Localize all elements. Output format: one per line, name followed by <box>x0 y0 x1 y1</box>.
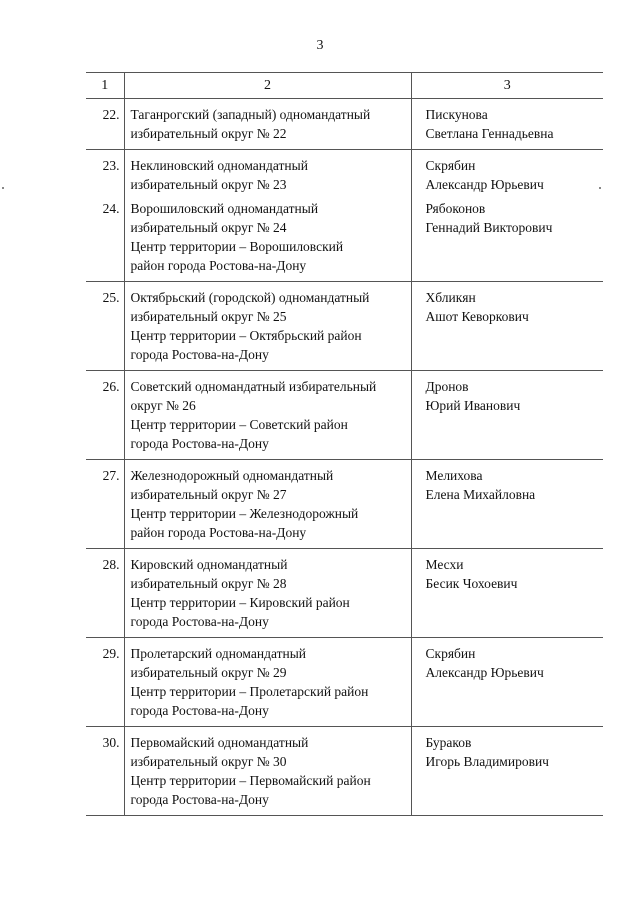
deputy-cell <box>411 460 603 549</box>
district-text-line: Центр территории – Кировский район <box>130 595 350 610</box>
deputy-cell <box>411 99 603 150</box>
deputy-name-line: Хбликян <box>425 290 476 305</box>
district-text-line: избирательный округ № 29 <box>130 665 287 680</box>
district-text-line: избирательный округ № 28 <box>130 576 287 591</box>
deputy-name-line: Игорь Владимирович <box>425 754 549 769</box>
deputy-name-line: Рябоконов <box>425 201 486 216</box>
table-row <box>86 150 603 195</box>
page-number: 3 <box>316 38 324 53</box>
district-text-line: города Ростова-на-Дону <box>130 703 269 718</box>
district-text-line: избирательный округ № 25 <box>130 309 287 324</box>
deputy-name-line: Геннадий Викторович <box>425 220 553 235</box>
district-text-line: избирательный округ № 22 <box>130 126 287 141</box>
district-text-line: города Ростова-на-Дону <box>130 792 269 807</box>
district-text-line: избирательный округ № 23 <box>130 177 287 192</box>
district-text-line: Таганрогский (западный) одномандатный <box>130 107 371 122</box>
column-header-number: 1 <box>86 73 124 99</box>
district-cell <box>124 371 411 460</box>
deputy-name-line: Ашот Кеворкович <box>425 309 529 324</box>
district-text-line: Первомайский одномандатный <box>130 735 309 750</box>
deputy-name-line: Скрябин <box>425 646 476 661</box>
table-row <box>86 460 603 549</box>
district-text-line: район города Ростова-на-Дону <box>130 525 307 540</box>
district-text-line: район города Ростова-на-Дону <box>130 258 307 273</box>
district-text-line: Центр территории – Ворошиловский <box>130 239 344 254</box>
district-cell <box>124 549 411 638</box>
district-cell <box>124 99 411 150</box>
district-text-line: Ворошиловский одномандатный <box>130 201 319 216</box>
deputy-cell <box>411 371 603 460</box>
district-text-line: Центр территории – Пролетарский район <box>130 684 369 699</box>
table-row <box>86 99 603 150</box>
district-text-line: города Ростова-на-Дону <box>130 436 269 451</box>
row-number: 23. <box>102 158 120 173</box>
deputy-name-line: Бураков <box>425 735 472 750</box>
table-row <box>86 727 603 816</box>
deputy-name-line: Александр Юрьевич <box>425 665 544 680</box>
row-number: 22. <box>86 99 124 150</box>
district-text-line: избирательный округ № 24 <box>130 220 287 235</box>
table-row <box>86 638 603 727</box>
district-text-line: Октябрьский (городской) одномандатный <box>130 290 370 305</box>
scan-edge-mark <box>2 187 4 189</box>
districts-table <box>86 72 603 816</box>
deputy-cell <box>411 150 603 195</box>
deputy-cell <box>411 282 603 371</box>
district-text-line: Центр территории – Железнодорожный <box>130 506 359 521</box>
district-text-line: Кировский одномандатный <box>130 557 288 572</box>
row-number: 25. <box>86 282 124 371</box>
deputy-name-line: Александр Юрьевич <box>425 177 544 192</box>
deputy-name-line: Светлана Геннадьевна <box>425 126 554 141</box>
row-number: 27. <box>86 460 124 549</box>
district-text-line: Центр территории – Советский район <box>130 417 348 432</box>
district-cell <box>124 282 411 371</box>
row-number: 24. <box>86 194 124 282</box>
district-text-line: Центр территории – Первомайский район <box>130 773 371 788</box>
district-cell <box>124 460 411 549</box>
district-text-line: города Ростова-на-Дону <box>130 614 269 629</box>
deputy-name-line: Мелихова <box>425 468 483 483</box>
district-text-line: Неклиновский одномандатный <box>130 158 308 173</box>
district-text-line: избирательный округ № 30 <box>130 754 287 769</box>
deputy-name-line: Бесик Чохоевич <box>425 576 518 591</box>
district-text-line: города Ростова-на-Дону <box>130 347 269 362</box>
row-number: 30. <box>86 727 124 816</box>
deputy-cell <box>411 638 603 727</box>
deputy-name-line: Скрябин <box>425 158 476 173</box>
table-row <box>86 549 603 638</box>
district-cell <box>124 727 411 816</box>
deputy-name-line: Елена Михайловна <box>425 487 536 502</box>
row-number: 29. <box>86 638 124 727</box>
district-cell <box>124 194 411 282</box>
table-row <box>86 371 603 460</box>
table-header-row <box>86 73 603 99</box>
district-cell <box>124 150 411 195</box>
column-header-district: 2 <box>124 73 411 99</box>
district-text-line: Пролетарский одномандатный <box>130 646 307 661</box>
district-cell <box>124 638 411 727</box>
table-row <box>86 282 603 371</box>
deputy-name-line: Пискунова <box>425 107 488 122</box>
deputy-cell <box>411 549 603 638</box>
deputy-name-line: Дронов <box>425 379 469 394</box>
deputy-cell <box>411 194 603 282</box>
deputy-name-line: Юрий Иванович <box>425 398 521 413</box>
row-number: 26. <box>86 371 124 460</box>
district-text-line: Железнодорожный одномандатный <box>130 468 334 483</box>
district-text-line: Советский одномандатный избирательный <box>130 379 377 394</box>
table-row <box>86 194 603 282</box>
column-header-deputy: 3 <box>411 73 603 99</box>
district-text-line: округ № 26 <box>130 398 196 413</box>
row-number: 28. <box>86 549 124 638</box>
district-text-line: избирательный округ № 27 <box>130 487 287 502</box>
deputy-cell <box>411 727 603 816</box>
district-text-line: Центр территории – Октябрьский район <box>130 328 362 343</box>
deputy-name-line: Месхи <box>425 557 464 572</box>
